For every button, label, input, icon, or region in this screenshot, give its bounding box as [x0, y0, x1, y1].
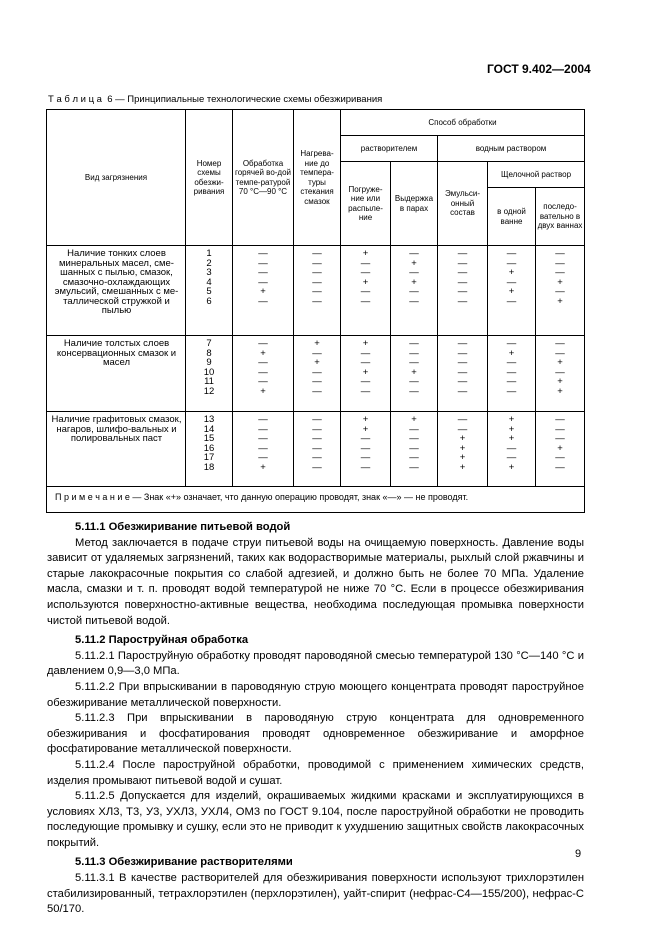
cell-hot-water: — + — — — + [233, 336, 294, 412]
table-row [47, 246, 585, 336]
cell-immersion: + — — + — — [341, 336, 391, 412]
table-note: П р и м е ч а н и е — Знак «+» означает, что данную операцию проводят, знак «—» — не проводят. [47, 487, 585, 513]
col-scheme: Номер схемы обезжи-ривания [186, 110, 233, 246]
degreasing-schemes-table [46, 109, 585, 513]
col-emulsion: Эмульси-онный состав [438, 162, 488, 246]
cell-vapour: + — — — — — [391, 412, 438, 487]
col-solvents: растворителем [341, 136, 438, 162]
cell-emulsion: — — — — — — [438, 336, 488, 412]
cell-vapour: — + — + — — [391, 246, 438, 336]
paragraph: 5.11.2.4 После пароструйной обработки, проводимой с применением химических средств, изделия промывают питьевой водой и сушат. [47, 758, 584, 787]
paragraph: 5.11.2.2 При впрыскивании в пароводяную струю моющего концентрата проводят пароструйное обезжиривание металлической поверхности. [47, 680, 584, 709]
col-heating: Нагрева-ние до темпера-туры стекания смазок [294, 110, 341, 246]
col-alkaline: Щелочной раствор [488, 162, 585, 188]
col-one-bath: в одной ванне [488, 188, 536, 246]
cell-immersion: + — — + — — [341, 246, 391, 336]
col-method: Способ обработки [341, 110, 585, 136]
paragraph: 5.11.2.5 Допускается для изделий, окрашиваемых жидкими красками и эксплуатирующихся в условиях ХЛ3, Т3, У3, УХЛ3, УХЛ4, ОМ3 по ГОСТ 9.104, после пароструйной обработки не проводить последующие промывку и сушку, если это не приводит к ухудшению защитных свойств лакокрасочных покрытий. [47, 790, 584, 849]
scheme-numbers: 7 8 9 10 11 12 [186, 336, 233, 412]
cell-heating: — — — — — — [294, 246, 341, 336]
contamination-label: Наличие тонких слоев минеральных масел, сме-шанных с пылью, смазок, смазочно-охлаждающих эмульсий, смешанных с ме-таллической стружкой и пылью [47, 246, 186, 336]
cell-one-bath: + + + — — + [488, 412, 536, 487]
paragraph: 5.11.2.3 При впрыскивании в пароводяную струю концентрата для одновременного обезжиривания и фосфатирования проводят одновременное обезжиривание и аморфное фосфатирование металлической поверхности. [47, 712, 584, 756]
cell-vapour: — — — + — — [391, 336, 438, 412]
body-text [47, 516, 584, 918]
cell-immersion: + + — — — — [341, 412, 391, 487]
contamination-label: Наличие графитовых смазок, нагаров, шлифо-вальных и полировальных паст [47, 412, 186, 487]
paragraph: Метод заключается в подаче струи питьевой воды на очищаемую поверхность. Давление воды зависит от удаляемых загрязнений, таких как водорастворимые материалы, рыхлый слой ржавчины и старые лакокрасочные покрытия со слабой адгезией, и должно быть не более 70 МПа. Удаление масла, смазки и т. п. проводят водой температурой не ниже 70 °С. Если в процессе обезжиривания используются поверхностно-активные вещества, необходима последующая промывка поверхности чистой питьевой водой. [47, 536, 584, 627]
cell-hot-water: — — — — — + [233, 412, 294, 487]
col-hot-water: Обработка горячей во-дой темпе-ратурой 70 °С—90 °С [233, 110, 294, 246]
col-two-baths: последо-вательно в двух ваннах [536, 188, 585, 246]
paragraph: 5.11.2.1 Пароструйную обработку проводят пароводяной смесью температурой 130 °С—140 °С и давлением 0,9—3,0 МПа. [47, 649, 584, 678]
col-aqueous: водным раствором [438, 136, 585, 162]
table-row [47, 336, 585, 412]
table-caption: Т а б л и ц а 6 — Принципиальные технологические схемы обезжиривания [48, 94, 383, 105]
table-row [47, 412, 585, 487]
cell-two-baths: — — + — + + [536, 336, 585, 412]
section-heading: 5.11.3 Обезжиривание растворителями [75, 856, 293, 869]
cell-heating: — — — — — — [294, 412, 341, 487]
section-heading: 5.11.1 Обезжиривание питьевой водой [75, 521, 291, 533]
col-contamination: Вид загрязнения [47, 110, 186, 246]
cell-emulsion: — — — — — — [438, 246, 488, 336]
scheme-numbers: 13 14 15 16 17 18 [186, 412, 233, 487]
document-id: ГОСТ 9.402—2004 [487, 62, 591, 76]
cell-two-baths: — — — + — — [536, 412, 585, 487]
col-vapour: Выдержка в парах [391, 162, 438, 246]
contamination-label: Наличие толстых слоев консервационных смазок и масел [47, 336, 186, 412]
cell-one-bath: — — + — + — [488, 246, 536, 336]
cell-heating: + — + — — — [294, 336, 341, 412]
cell-one-bath: — + — — — — [488, 336, 536, 412]
cell-two-baths: — — — + — + [536, 246, 585, 336]
page-number: 9 [575, 848, 582, 860]
cell-hot-water: — — — — + — [233, 246, 294, 336]
scheme-numbers: 1 2 3 4 5 6 [186, 246, 233, 336]
paragraph: 5.11.3.1 В качестве растворителей для обезжиривания поверхности используют трихлорэтилен стабилизированный, тетрахлорэтилен (перхлорэтилен), уайт-спирит (нефрас-С4—155/200), нефрас-С 50/170. [47, 872, 584, 916]
cell-emulsion: — — + + + + [438, 412, 488, 487]
col-immersion: Погруже-ние или распыле-ние [341, 162, 391, 246]
section-heading: 5.11.2 Пароструйная обработка [75, 634, 249, 647]
